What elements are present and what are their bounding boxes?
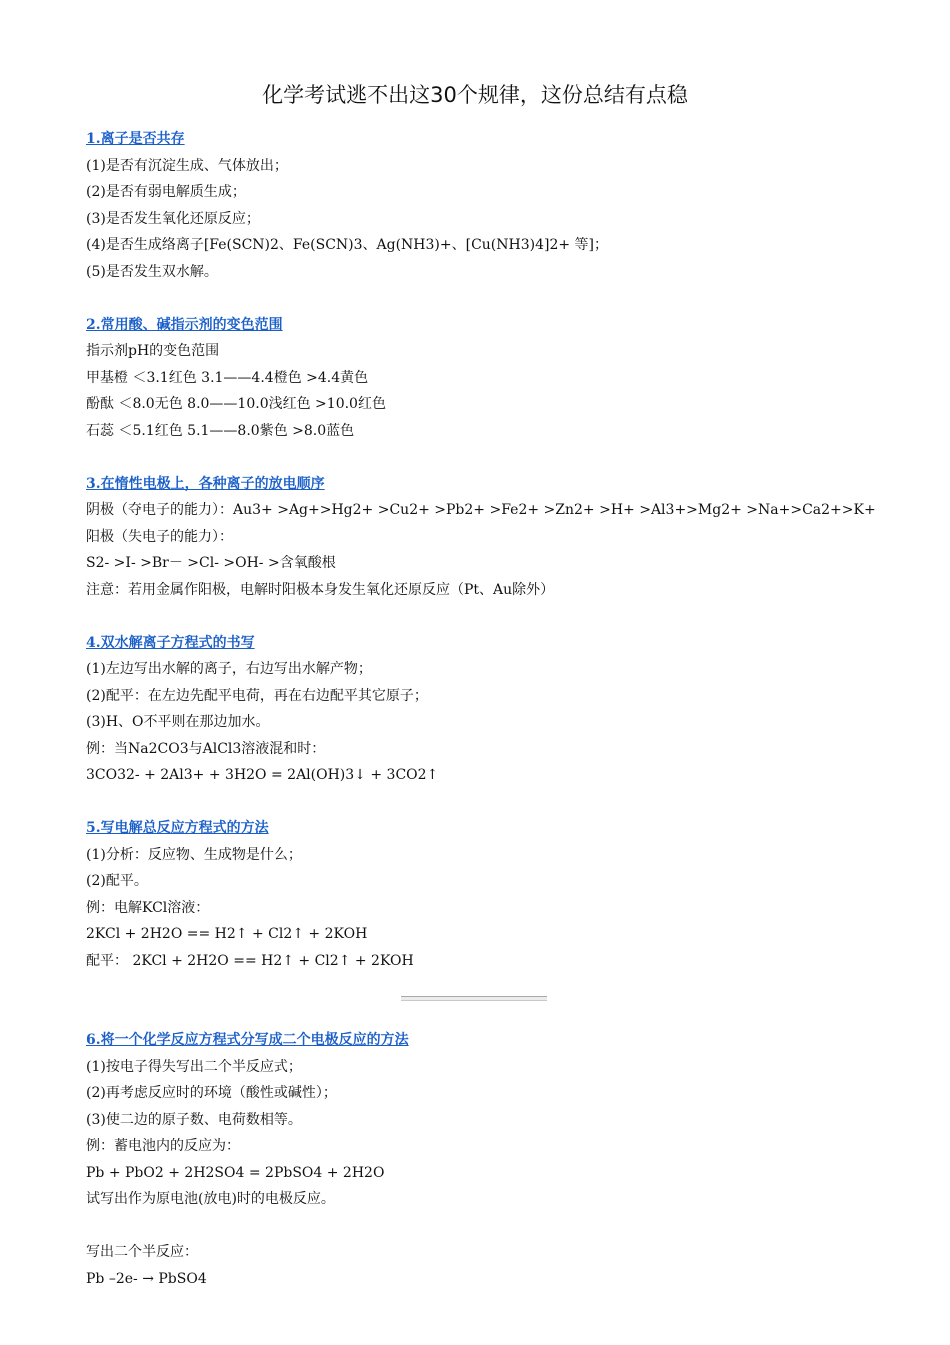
section-heading-5[interactable]: 5.写电解总反应方程式的方法 (86, 820, 269, 836)
section-spacer (86, 789, 906, 816)
section-heading-2[interactable]: 2.常用酸、碱指示剂的变色范围 (86, 316, 283, 333)
section-1-line-3: (3)是否发生氧化还原反应； (86, 210, 260, 227)
section-5-line-3: 例：电解KCl溶液： (86, 899, 210, 916)
section-6-line-4: 例：蓄电池内的反应为： (86, 1138, 240, 1154)
section-5-line-1: (1)分析：反应物、生成物是什么； (86, 846, 302, 863)
horizontal-divider (401, 996, 547, 1001)
section-6-line-7 (86, 1213, 906, 1240)
section-3-line-2: 阳极（失电子的能力）： (86, 528, 233, 545)
section-6-line-2: (2)再考虑反应时的环境（酸性或碱性）； (86, 1085, 337, 1101)
section-4-line-2: (2)配平：在左边先配平电荷，再在右边配平其它原子； (86, 687, 428, 704)
section-6-line-5: Pb + PbO2 + 2H2SO4 = 2PbSO4 + 2H2O (86, 1164, 385, 1181)
section-spacer (86, 603, 906, 630)
section-2-line-3: 酚酞 ＜8.0无色 8.0——10.0浅红色 >10.0红色 (86, 396, 386, 412)
section-2-line-4: 石蕊 ＜5.1红色 5.1——8.0紫色 >8.0蓝色 (86, 422, 355, 439)
section-heading-3[interactable]: 3.在惰性电极上，各种离子的放电顺序 (86, 475, 325, 492)
section-6-line-3: (3)使二边的原子数、电荷数相等。 (86, 1111, 302, 1128)
section-5-line-5: 配平： 2KCl + 2H2O == H2↑ + Cl2↑ + 2KOH (86, 952, 414, 969)
section-heading-4[interactable]: 4.双水解离子方程式的书写 (86, 634, 255, 651)
section-6-line-6: 试写出作为原电池(放电)时的电极反应。 (86, 1191, 335, 1207)
document-body (86, 126, 906, 1292)
section-4-line-5: 3CO32- + 2Al3+ + 3H2O = 2Al(OH)3↓ + 3CO2↑ (86, 767, 439, 783)
section-1-line-4: (4)是否生成络离子[Fe(SCN)2、Fe(SCN)3、Ag(NH3)+、[Cu(NH3)4]2+ 等]； (86, 237, 609, 253)
section-4-line-1: (1)左边写出水解的离子，右边写出水解产物； (86, 661, 372, 677)
section-2-line-1: 指示剂pH的变色范围 (86, 343, 220, 359)
section-2-line-2: 甲基橙 ＜3.1红色 3.1——4.4橙色 >4.4黄色 (86, 369, 369, 386)
section-1-line-1: (1)是否有沉淀生成、气体放出； (86, 157, 288, 174)
section-4-line-4: 例：当Na2CO3与AlCl3溶液混和时： (86, 740, 326, 757)
section-6-line-1: (1)按电子得失写出二个半反应式； (86, 1058, 302, 1075)
section-5-line-4: 2KCl + 2H2O == H2↑ + Cl2↑ + 2KOH (86, 926, 368, 942)
section-heading-1[interactable]: 1.离子是否共存 (86, 131, 185, 147)
section-3-line-4: 注意：若用金属作阳极，电解时阳极本身发生氧化还原反应（Pt、Au除外） (86, 581, 555, 598)
section-1-line-2: (2)是否有弱电解质生成； (86, 184, 246, 200)
section-spacer (86, 285, 906, 312)
section-1-line-5: (5)是否发生双水解。 (86, 263, 218, 280)
page-title: 化学考试逃不出这30个规律，这份总结有点稳 (262, 83, 688, 107)
section-4-line-3: (3)H、O不平则在那边加水。 (86, 714, 270, 730)
section-5-line-2: (2)配平。 (86, 873, 148, 889)
section-6-line-8: 写出二个半反应： (86, 1244, 198, 1260)
section-spacer (86, 444, 906, 471)
divider-spacer (86, 974, 906, 1027)
section-3-line-1: 阴极（夺电子的能力）：Au3+ >Ag+>Hg2+ >Cu2+ >Pb2+ >Fe2+ >Zn2+ >H+ >Al3+>Mg2+ >Na+>Ca2+>K+ (86, 502, 876, 518)
section-heading-6[interactable]: 6.将一个化学反应方程式分写成二个电极反应的方法 (86, 1032, 409, 1048)
section-6-line-9: Pb –2e- → PbSO4 (86, 1270, 207, 1287)
section-3-line-3: S2- >I- >Br－ >Cl- >OH- >含氧酸根 (86, 555, 336, 571)
